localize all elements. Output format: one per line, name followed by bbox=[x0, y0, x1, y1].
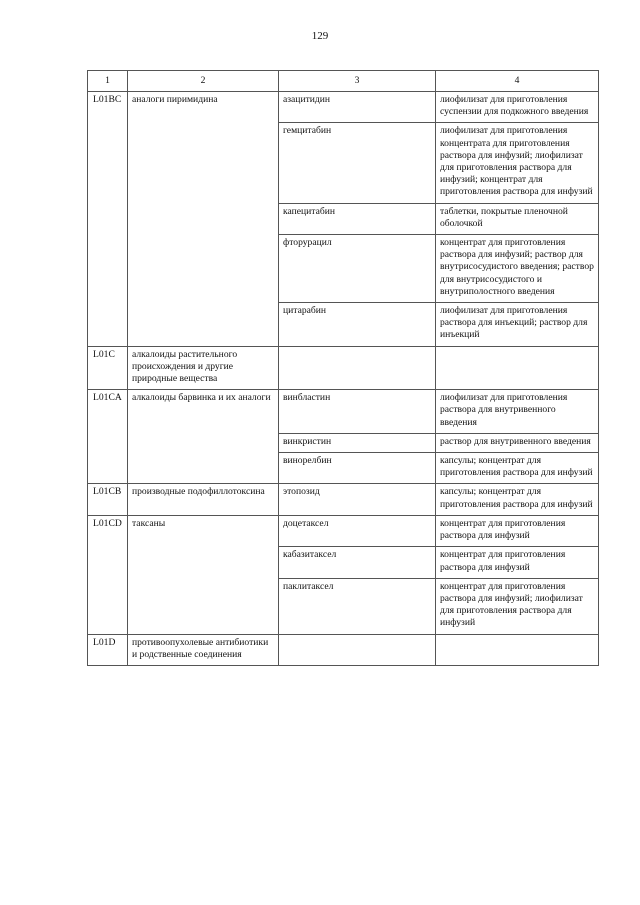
dosage-form-cell: лиофилизат для приготовления суспензии для подкожного введения bbox=[436, 92, 599, 123]
drug-name-cell: винкристин bbox=[279, 433, 436, 452]
atc-code-cell: L01C bbox=[88, 346, 128, 390]
table-row bbox=[88, 346, 599, 390]
table-row bbox=[88, 92, 599, 123]
dosage-form-cell: лиофилизат для приготовления концентрата для приготовления раствора для инфузий; лиофилизат для приготовления раствора для инфузий; концентрат для приготовления раствора для инфузий bbox=[436, 123, 599, 203]
dosage-form-cell: концентрат для приготовления раствора для инфузий bbox=[436, 547, 599, 578]
dosage-form-cell bbox=[436, 634, 599, 665]
drug-name-cell: паклитаксел bbox=[279, 578, 436, 634]
drug-table bbox=[87, 70, 599, 666]
drug-name-cell: этопозид bbox=[279, 484, 436, 515]
atc-group-name-cell: противоопухолевые антибиотики и родственные соединения bbox=[128, 634, 279, 665]
drug-name-cell: доцетаксел bbox=[279, 515, 436, 546]
page-number: 129 bbox=[311, 30, 329, 42]
drug-name-cell: гемцитабин bbox=[279, 123, 436, 203]
dosage-form-cell: лиофилизат для приготовления раствора для внутривенного введения bbox=[436, 390, 599, 434]
dosage-form-cell bbox=[436, 346, 599, 390]
dosage-form-cell: концентрат для приготовления раствора для инфузий; лиофилизат для приготовления раствора для инфузий bbox=[436, 578, 599, 634]
drug-name-cell: азацитидин bbox=[279, 92, 436, 123]
table-header-row bbox=[88, 71, 599, 92]
drug-name-cell: винбластин bbox=[279, 390, 436, 434]
table-row bbox=[88, 390, 599, 434]
atc-code-cell: L01CB bbox=[88, 484, 128, 515]
drug-name-cell: фторурацил bbox=[279, 235, 436, 303]
atc-group-name-cell: алкалоиды растительного происхождения и другие природные вещества bbox=[128, 346, 279, 390]
dosage-form-cell: капсулы; концентрат для приготовления раствора для инфузий bbox=[436, 453, 599, 484]
atc-code-cell: L01D bbox=[88, 634, 128, 665]
dosage-form-cell: таблетки, покрытые пленочной оболочкой bbox=[436, 203, 599, 234]
dosage-form-cell: раствор для внутривенного введения bbox=[436, 433, 599, 452]
atc-code-cell: L01BC bbox=[88, 92, 128, 347]
drug-name-cell bbox=[279, 634, 436, 665]
header-cell-4: 4 bbox=[436, 71, 599, 92]
atc-code-cell: L01CD bbox=[88, 515, 128, 634]
drug-name-cell: цитарабин bbox=[279, 303, 436, 347]
atc-group-name-cell: производные подофиллотоксина bbox=[128, 484, 279, 515]
atc-group-name-cell: таксаны bbox=[128, 515, 279, 634]
dosage-form-cell: концентрат для приготовления раствора для инфузий bbox=[436, 515, 599, 546]
drug-name-cell bbox=[279, 346, 436, 390]
table-row bbox=[88, 484, 599, 515]
atc-group-name-cell: аналоги пиримидина bbox=[128, 92, 279, 347]
atc-code-cell: L01CA bbox=[88, 390, 128, 484]
table-row bbox=[88, 515, 599, 546]
header-cell-3: 3 bbox=[279, 71, 436, 92]
dosage-form-cell: лиофилизат для приготовления раствора для инъекций; раствор для инъекций bbox=[436, 303, 599, 347]
drug-name-cell: винорелбин bbox=[279, 453, 436, 484]
drug-name-cell: кабазитаксел bbox=[279, 547, 436, 578]
header-cell-1: 1 bbox=[88, 71, 128, 92]
dosage-form-cell: капсулы; концентрат для приготовления раствора для инфузий bbox=[436, 484, 599, 515]
table-row bbox=[88, 634, 599, 665]
drug-name-cell: капецитабин bbox=[279, 203, 436, 234]
header-cell-2: 2 bbox=[128, 71, 279, 92]
table-body bbox=[88, 71, 599, 666]
dosage-form-cell: концентрат для приготовления раствора для инфузий; раствор для внутрисосудистого введения; раствор для внутрисосудистого и внутриполостного введения bbox=[436, 235, 599, 303]
atc-group-name-cell: алкалоиды барвинка и их аналоги bbox=[128, 390, 279, 484]
